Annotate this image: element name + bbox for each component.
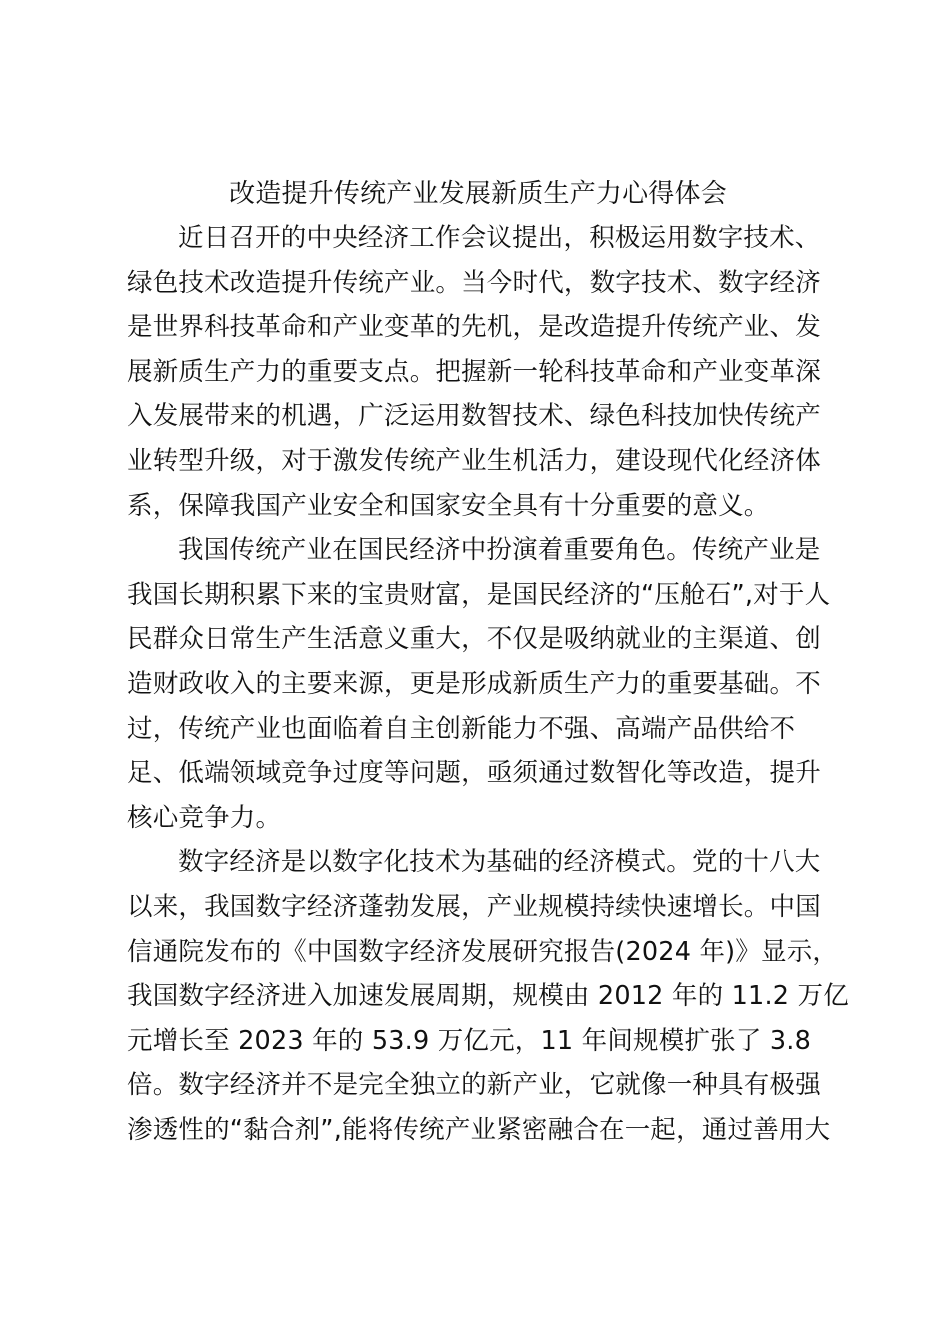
text-line: 数字经济是以数字化技术为基础的经济模式。党的十八大 [178, 847, 821, 878]
paragraph-1 [127, 216, 827, 528]
text-line: 渗透性的“黏合剂”,能将传统产业紧密融合在一起，通过善用大 [127, 1114, 831, 1145]
text-line: 我国传统产业在国民经济中扮演着重要角色。传统产业是 [178, 535, 821, 566]
text-line: 是世界科技革命和产业变革的先机，是改造提升传统产业、发 [127, 312, 821, 343]
text-line: 信通院发布的《中国数字经济发展研究报告(2024 年)》显示， [127, 936, 839, 967]
paragraph-3 [127, 840, 849, 1152]
text-line: 倍。数字经济并不是完全独立的新产业，它就像一种具有极强 [127, 1070, 821, 1101]
text-line: 造财政收入的主要来源，更是形成新质生产力的重要基础。不 [127, 668, 821, 699]
document-body [127, 172, 849, 1152]
text-line: 入发展带来的机遇，广泛运用数智技术、绿色科技加快传统产 [127, 401, 821, 432]
text-line: 近日召开的中央经济工作会议提出，积极运用数字技术、 [178, 223, 821, 253]
text-line: 业转型升级，对于激发传统产业生机活力，建设现代化经济体 [127, 445, 821, 476]
document-title: 改造提升传统产业发展新质生产力心得体会 [229, 179, 727, 209]
text-line: 民群众日常生产生活意义重大，不仅是吸纳就业的主渠道、创 [127, 624, 821, 655]
text-line: 我国长期积累下来的宝贵财富，是国民经济的“压舱石”,对于人 [127, 579, 831, 610]
text-line: 系，保障我国产业安全和国家安全具有十分重要的意义。 [127, 490, 770, 521]
text-line: 我国数字经济进入加速发展周期，规模由 2012 年的 11.2 万亿 [127, 981, 849, 1012]
paragraph-2 [127, 528, 831, 840]
text-line: 绿色技术改造提升传统产业。当今时代，数字技术、数字经济 [127, 267, 821, 298]
text-line: 展新质生产力的重要支点。把握新一轮科技革命和产业变革深 [127, 356, 821, 387]
text-line: 以来，我国数字经济蓬勃发展，产业规模持续快速增长。中国 [127, 891, 821, 922]
text-line: 过，传统产业也面临着自主创新能力不强、高端产品供给不 [127, 713, 796, 744]
text-line: 足、低端领域竞争过度等问题，亟须通过数智化等改造，提升 [127, 758, 821, 789]
text-line: 元增长至 2023 年的 53.9 万亿元，11 年间规模扩张了 3.8 [127, 1025, 812, 1056]
text-line: 核心竞争力。 [127, 802, 282, 833]
